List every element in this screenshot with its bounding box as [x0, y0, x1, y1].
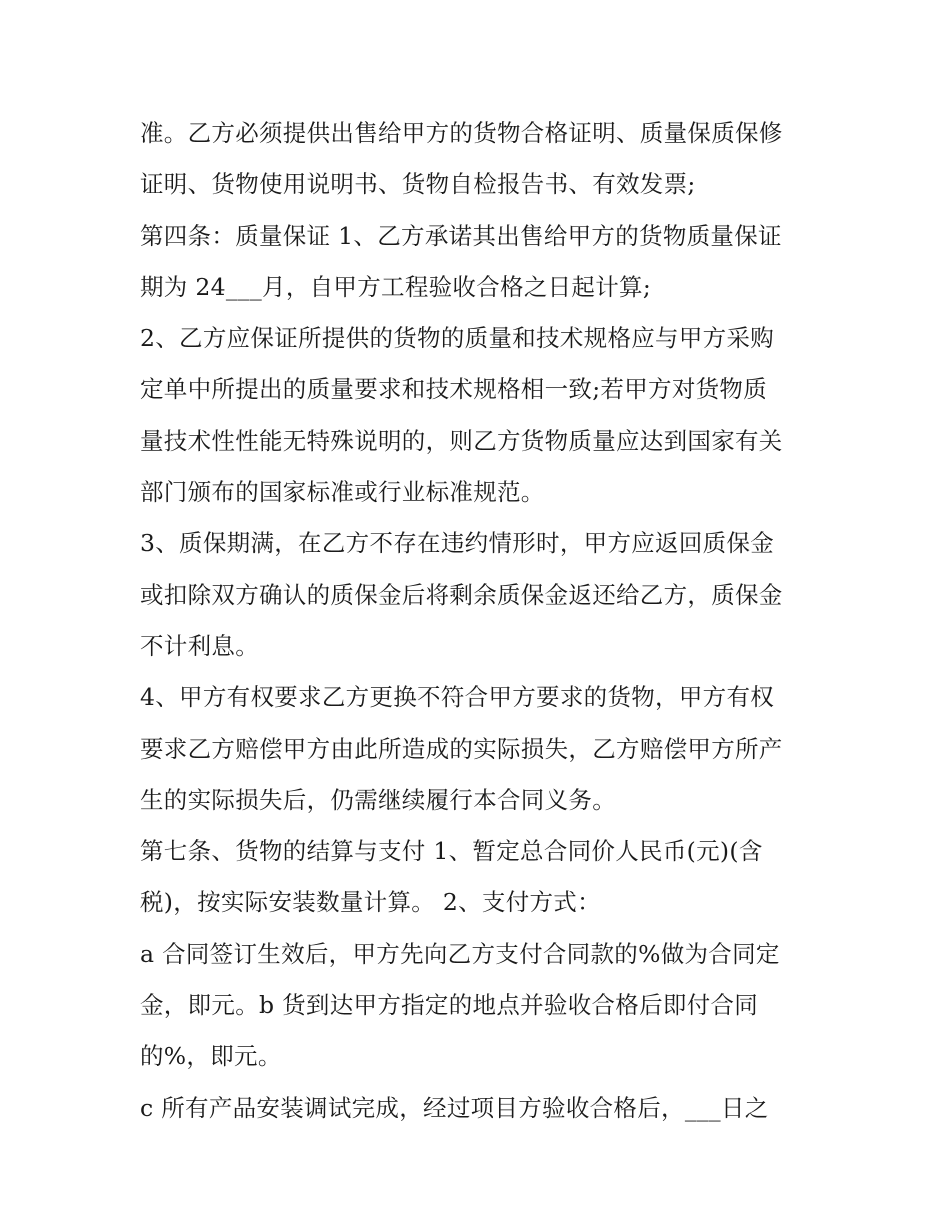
- text-line: 第四条：质量保证 1、乙方承诺其出售给甲方的货物质量保证: [140, 221, 782, 250]
- text-line: c 所有产品安装调试完成，经过项目方验收合格后，___日之: [140, 1093, 769, 1122]
- text-line: 证明、货物使用说明书、货物自检报告书、有效发票;: [140, 170, 696, 199]
- text-line: 3、质保期满，在乙方不存在违约情形时，甲方应返回质保金: [140, 529, 775, 558]
- text-line: 税)，按实际安装数量计算。 2、支付方式：: [140, 888, 601, 917]
- text-line: 部门颁布的国家标准或行业标准规范。: [140, 478, 545, 507]
- text-line: 4、甲方有权要求乙方更换不符合甲方要求的货物，甲方有权: [140, 683, 775, 712]
- text-line: 定单中所提出的质量要求和技术规格相一致;若甲方对货物质: [140, 375, 768, 404]
- text-line: 第七条、货物的结算与支付 1、暂定总合同价人民币(元)(含: [140, 837, 763, 866]
- text-line: 或扣除双方确认的质保金后将剩余质保金返还给乙方，质保金: [140, 580, 783, 609]
- text-line: 不计利息。: [140, 631, 259, 660]
- text-line: a 合同签订生效后，甲方先向乙方支付合同款的%做为合同定: [140, 939, 780, 968]
- text-line: 量技术性性能无特殊说明的，则乙方货物质量应达到国家有关: [140, 426, 783, 455]
- text-line: 要求乙方赔偿甲方由此所造成的实际损失，乙方赔偿甲方所产: [140, 734, 783, 763]
- text-line: 的%，即元。: [140, 1042, 282, 1071]
- text-line: 准。乙方必须提供出售给甲方的货物合格证明、质量保质保修: [140, 119, 783, 147]
- contract-text-body: [140, 108, 830, 1134]
- text-line: 金，即元。b 货到达甲方指定的地点并验收合格后即付合同: [140, 991, 759, 1020]
- text-line: 生的实际损失后，仍需继续履行本合同义务。: [140, 785, 616, 814]
- text-line: 期为 24___月，自甲方工程验收合格之日起计算;: [140, 272, 652, 301]
- text-line: 2、乙方应保证所提供的货物的质量和技术规格应与甲方采购: [140, 324, 775, 353]
